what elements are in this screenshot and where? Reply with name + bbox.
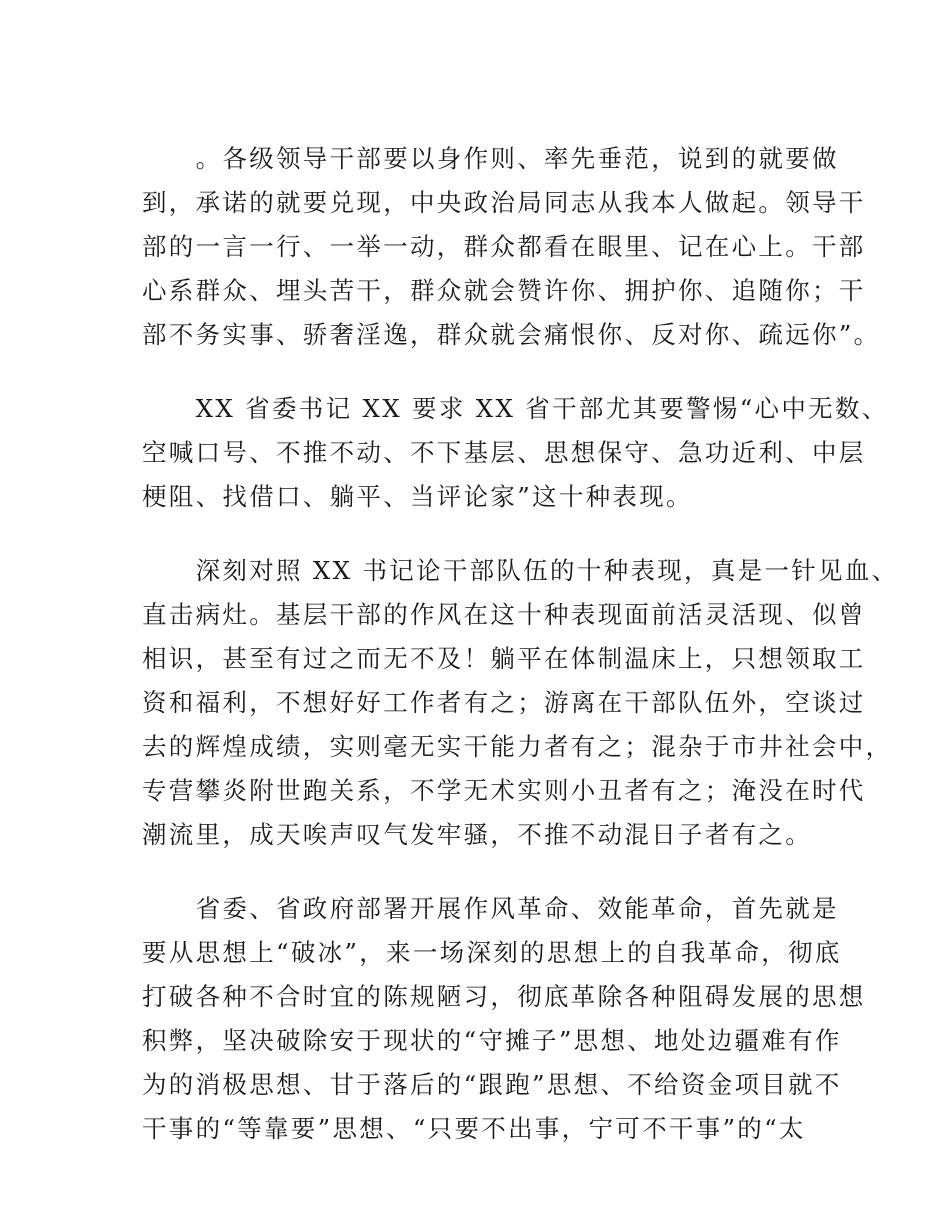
text-line: 相识，甚至有过之而无不及！躺平在体制温床上，只想领取工 <box>142 644 866 673</box>
text-line: 为的消极思想、甘于落后的“跟跑”思想、不给资金项目就不 <box>142 1070 842 1099</box>
paragraph-1 <box>142 137 881 357</box>
text-line: 到，承诺的就要兑现，中央政治局同志从我本人做起。领导干 <box>142 188 866 217</box>
text-line: 梗阻、找借口、躺平、当评论家”这十种表现。 <box>142 482 693 511</box>
text-line: 积弊，坚决破除安于现状的“守摊子”思想、地处边疆难有作 <box>142 1026 842 1055</box>
text-line: 干事的“等靠要”思想、“只要不出事，宁可不干事”的“太 <box>142 1114 806 1143</box>
text-line: 空喊口号、不推不动、不下基层、思想保守、急功近利、中层 <box>142 438 866 467</box>
text-line: 。各级领导干部要以身作则、率先垂范，说到的就要做 <box>142 144 839 173</box>
text-line: 资和福利，不想好好工作者有之；游离在干部队伍外，空谈过 <box>142 688 866 717</box>
document-body <box>142 137 899 1151</box>
text-line: 打破各种不合时宜的陈规陋习，彻底革除各种阻碍发展的思想 <box>142 982 866 1011</box>
text-line: 部的一言一行、一举一动，群众都看在眼里、记在心上。干部 <box>142 232 866 261</box>
paragraph-spacer <box>142 519 832 549</box>
paragraph-3 <box>142 549 899 857</box>
text-line: 专营攀炎附世跑关系，不学无术实则小丑者有之；淹没在时代 <box>142 776 866 805</box>
paragraph-spacer <box>142 357 832 387</box>
text-line: 直击病灶。基层干部的作风在这十种表现面前活灵活现、似曾 <box>142 600 866 629</box>
text-line: XX 省委书记 XX 要求 XX 省干部尤其要警惕“心中无数、 <box>142 394 889 423</box>
text-line: 心系群众、埋头苦干，群众就会赞许你、拥护你、追随你；干 <box>142 276 866 305</box>
paragraph-spacer <box>142 857 832 887</box>
text-line: 深刻对照 XX 书记论干部队伍的十种表现，真是一针见血、 <box>142 556 899 585</box>
paragraph-2 <box>142 387 889 519</box>
text-line: 省委、省政府部署开展作风革命、效能革命，首先就是 <box>142 894 839 923</box>
text-line: 要从思想上“破冰”，来一场深刻的思想上的自我革命，彻底 <box>142 938 842 967</box>
paragraph-4 <box>142 887 866 1151</box>
text-line: 去的辉煌成绩，实则毫无实干能力者有之；混杂于市井社会中， <box>142 732 893 761</box>
text-line: 部不务实事、骄奢淫逸，群众就会痛恨你、反对你、疏远你”。 <box>142 320 881 349</box>
text-line: 潮流里，成天唉声叹气发牢骚，不推不动混日子者有之。 <box>142 820 812 849</box>
